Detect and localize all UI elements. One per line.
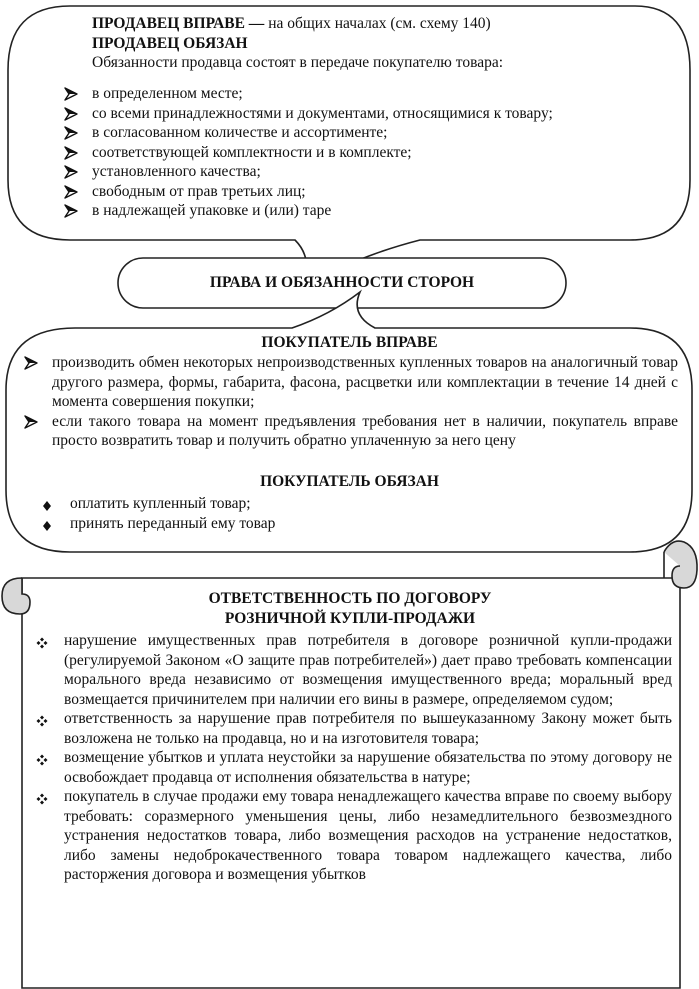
- list-item-text: производить обмен некоторых непроизводственных купленных товаров на аналогичный товар другого размера, формы, габарита, фасона, расцветки или комплектации в течение 14 дней с момента совершения покупки;: [52, 354, 678, 410]
- seller-duties-title: ПРОДАВЕЦ ОБЯЗАН: [92, 34, 248, 52]
- seller-rights-line: [92, 14, 672, 34]
- four-diamond-bullet-icon: [36, 791, 58, 811]
- liability-title-line1: ОТВЕТСТВЕННОСТЬ ПО ДОГОВОРУ: [208, 590, 492, 607]
- center-label: ПРАВА И ОБЯЗАННОСТИ СТОРОН: [209, 274, 475, 291]
- list-item-text: в надлежащей упаковке и (или) таре: [92, 202, 332, 219]
- list-item-text: соответствующей комплектности и в комплекте;: [92, 143, 412, 161]
- arrow-bullet-icon: [24, 356, 46, 376]
- list-item-text: установленного качества;: [92, 163, 261, 180]
- list-item: [30, 631, 672, 709]
- list-item: [18, 353, 678, 412]
- buyer-duties-title: ПОКУПАТЕЛЬ ОБЯЗАН: [260, 473, 439, 490]
- list-item-text: покупатель в случае продажи ему товара ненадлежащего качества вправе по своему выбору требовать: соразмерного уменьшения цены, либо незамедлительного безвозмездного устранения недостатков товара, либо возмещения расходов на устранение недостатков, либо замены недоброкачественного товара товаром надлежащего качества, либо расторжения договора и возмещения убытков: [64, 788, 672, 883]
- four-diamond-bullet-icon: [36, 752, 58, 772]
- liability-title-line2: РОЗНИЧНОЙ КУПЛИ-ПРОДАЖИ: [224, 609, 476, 627]
- arrow-bullet-icon: [64, 204, 86, 224]
- list-item: [30, 748, 672, 787]
- list-item-text: ответственность за нарушение прав потребителя по вышеуказанному Закону может быть возложена не только на продавца, но и на изготовителя товара;: [64, 710, 672, 747]
- seller-rights-title: ПРОДАВЕЦ ВПРАВЕ —: [92, 15, 265, 32]
- list-item-text: в определенном месте;: [92, 85, 243, 102]
- buyer-rights-list: [18, 353, 678, 451]
- list-item-text: оплатить купленный товар;: [70, 495, 251, 512]
- seller-rights-text: на общих началах (см. схему 140): [264, 15, 491, 32]
- seller-duties-intro: Обязанности продавца состоят в передаче покупателю товара:: [92, 54, 504, 71]
- list-item: [58, 143, 678, 163]
- list-item: [36, 494, 636, 514]
- list-item: [18, 412, 678, 451]
- list-item-text: возмещение убытков и уплата неустойки за нарушение обязательства по этому договору не освобождает продавца от исполнения обязательства в натуре;: [64, 749, 672, 786]
- diamond-bullet-icon: [42, 518, 64, 538]
- liability-title: [20, 589, 680, 628]
- buyer-rights-title: ПОКУПАТЕЛЬ ВПРАВЕ: [261, 334, 438, 351]
- list-item: [30, 709, 672, 748]
- seller-duties-list: [58, 84, 678, 221]
- list-item: [58, 162, 678, 182]
- list-item: [58, 104, 678, 124]
- liability-list: [30, 631, 672, 885]
- list-item: [58, 182, 678, 202]
- list-item-text: принять переданный ему товар: [70, 514, 276, 532]
- four-diamond-bullet-icon: [36, 713, 58, 733]
- list-item-text: нарушение имущественных прав потребителя в договоре розничной купли-продажи (регулируемой Законом «О защите прав потребителей») дает право требовать компенсации морального вреда независимо от возмещения имущественного вреда; моральный вред возмещается причинителем при наличии его вины в размере, определяемом судом;: [64, 632, 672, 708]
- four-diamond-bullet-icon: [36, 635, 58, 655]
- list-item: [58, 123, 678, 143]
- list-item-text: если такого товара на момент предъявления требования нет в наличии, покупатель вправе просто возвратить товар и получить обратно уплаченную за него цену: [52, 412, 678, 449]
- buyer-duties-list: [36, 494, 636, 533]
- list-item: [58, 201, 678, 221]
- list-item-text: со всеми принадлежностями и документами, относящимися к товару;: [92, 104, 553, 122]
- seller-block: [92, 14, 672, 73]
- list-item: [58, 84, 678, 104]
- list-item-text: свободным от прав третьих лиц;: [92, 182, 306, 200]
- list-item: [30, 787, 672, 885]
- list-item: [36, 514, 636, 534]
- arrow-bullet-icon: [24, 415, 46, 435]
- list-item-text: в согласованном количестве и ассортименте;: [92, 124, 388, 141]
